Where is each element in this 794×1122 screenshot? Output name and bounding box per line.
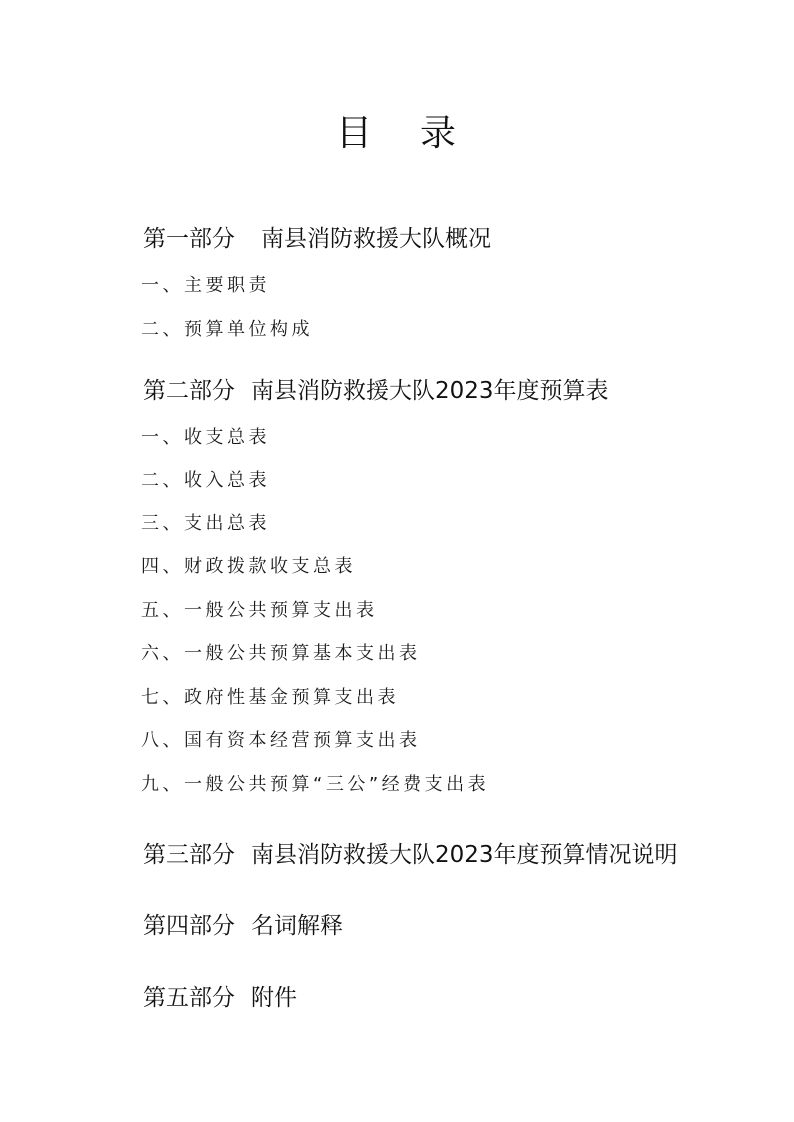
toc-item: 七、政府性基金预算支出表 <box>141 687 399 708</box>
toc-item: 五、一般公共预算支出表 <box>141 600 378 621</box>
section-part-3-text: 南县消防救援大队2023年度预算情况说明 <box>251 842 678 868</box>
toc-item: 四、财政拨款收支总表 <box>141 556 356 577</box>
section-part-2-text: 南县消防救援大队2023年度预算表 <box>251 378 609 404</box>
section-part-5-label: 第五部分 <box>143 985 235 1011</box>
toc-item: 八、国有资本经营预算支出表 <box>141 730 421 751</box>
section-part-3-label: 第三部分 <box>143 842 235 868</box>
section-part-4 <box>143 911 343 941</box>
section-part-2 <box>143 376 609 406</box>
section-part-1-label: 第一部分 <box>143 226 235 252</box>
section-part-4-label: 第四部分 <box>143 913 235 939</box>
page-title <box>0 112 794 156</box>
section-part-4-text: 名词解释 <box>251 913 343 939</box>
section-part-5 <box>143 983 297 1013</box>
section-part-2-label: 第二部分 <box>143 378 235 404</box>
toc-item: 二、预算单位构成 <box>141 319 313 340</box>
toc-item: 九、一般公共预算“三公”经费支出表 <box>141 774 490 795</box>
title-char-1: 目 <box>335 113 374 154</box>
section-part-5-text: 附件 <box>251 985 297 1011</box>
toc-item: 二、收入总表 <box>141 470 270 491</box>
toc-item: 一、主要职责 <box>141 275 270 296</box>
section-part-3 <box>143 840 678 870</box>
title-char-2: 录 <box>420 113 459 154</box>
section-part-1-text: 南县消防救援大队概况 <box>261 226 491 252</box>
toc-item: 一、收支总表 <box>141 427 270 448</box>
toc-item: 六、一般公共预算基本支出表 <box>141 643 421 664</box>
section-part-1 <box>143 224 491 254</box>
toc-item: 三、支出总表 <box>141 513 270 534</box>
